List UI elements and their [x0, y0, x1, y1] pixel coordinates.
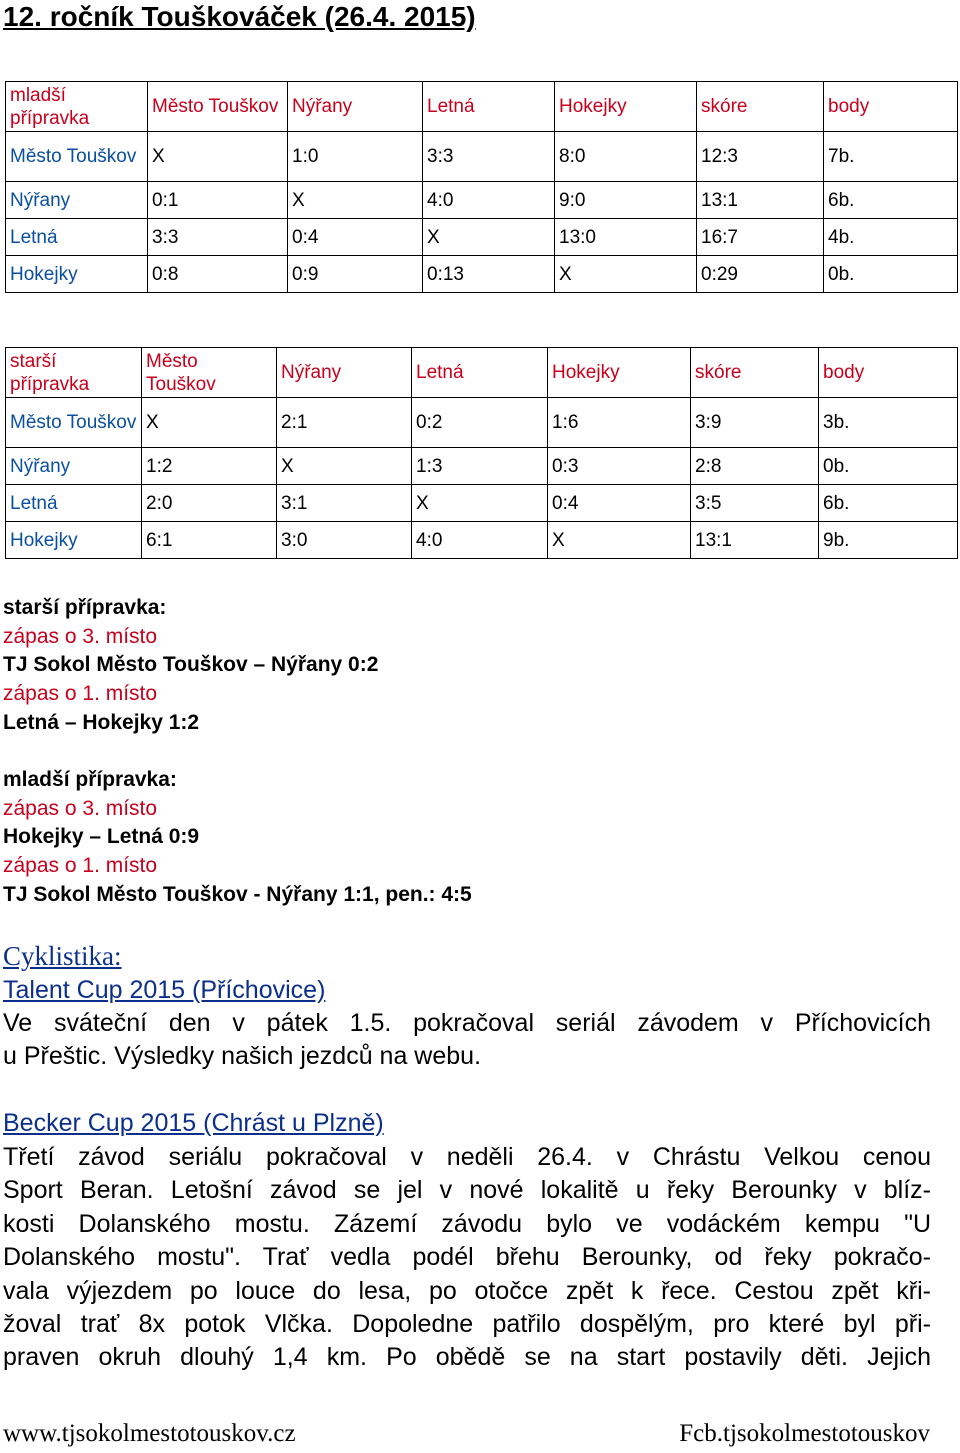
score-cell: X	[412, 485, 548, 522]
score-cell: 0:8	[148, 256, 288, 293]
cycling-section-title: Cyklistika:	[3, 941, 122, 971]
score-cell: 2:0	[142, 485, 277, 522]
footer-facebook[interactable]: Fcb.tjsokolmestotouskov	[679, 1420, 930, 1447]
finals-heading: mladší přípravka:	[3, 768, 177, 791]
score-cell: 13:0	[555, 219, 697, 256]
header-cell: Město Touškov	[148, 82, 288, 132]
becker-cup-title: Becker Cup 2015 (Chrást u Plzně)	[3, 1109, 384, 1137]
points-cell: 6b.	[824, 182, 958, 219]
score-cell: 0:13	[423, 256, 555, 293]
table-row	[6, 219, 958, 256]
team-cell: Hokejky	[6, 256, 148, 293]
score-cell: 0:4	[548, 485, 691, 522]
score-cell: 1:6	[548, 398, 691, 448]
team-cell: Nýřany	[6, 182, 148, 219]
text-line: vala výjezdem po louce do lesa, po otočce zpět k řece. Cestou zpět kři-	[3, 1276, 931, 1305]
header-cell: skóre	[691, 348, 819, 398]
match-result: Hokejky – Letná 0:9	[3, 825, 200, 849]
score-cell: 0:1	[148, 182, 288, 219]
team-cell: Letná	[6, 219, 148, 256]
header-cell: Hokejky	[548, 348, 691, 398]
score-cell: 13:1	[697, 182, 824, 219]
match-label: zápas o 3. místo	[3, 796, 158, 820]
score-cell: 1:0	[288, 132, 423, 182]
talent-cup-text	[3, 1007, 931, 1074]
score-cell: 2:1	[277, 398, 412, 448]
table-row	[6, 448, 958, 485]
table-row	[6, 485, 958, 522]
text-line: u Přeštic. Výsledky našich jezdců na webu.	[3, 1042, 482, 1071]
score-cell: 4:0	[423, 182, 555, 219]
table-row	[6, 398, 958, 448]
header-cell: Nýřany	[288, 82, 423, 132]
score-cell: 0:3	[548, 448, 691, 485]
score-cell: 4:0	[412, 522, 548, 559]
score-cell: 6:1	[142, 522, 277, 559]
table-row	[6, 256, 958, 293]
score-cell: 16:7	[697, 219, 824, 256]
score-cell: 0:4	[288, 219, 423, 256]
talent-cup-title: Talent Cup 2015 (Příchovice)	[3, 976, 326, 1004]
score-cell: 3:0	[277, 522, 412, 559]
score-cell: 3:3	[423, 132, 555, 182]
score-cell: 3:3	[148, 219, 288, 256]
older-finals	[3, 594, 378, 738]
points-cell: 4b.	[824, 219, 958, 256]
page-title: 12. ročník Touškováček (26.4. 2015)	[3, 1, 476, 32]
score-cell: X	[277, 448, 412, 485]
footer-website[interactable]: www.tjsokolmestotouskov.cz	[3, 1420, 296, 1447]
team-cell: Hokejky	[6, 522, 142, 559]
header-cell: starší přípravka	[6, 348, 142, 398]
match-result: TJ Sokol Město Touškov - Nýřany 1:1, pen.: 4:5	[3, 882, 472, 906]
younger-finals	[3, 766, 472, 910]
header-cell: skóre	[697, 82, 824, 132]
match-label: zápas o 3. místo	[3, 624, 158, 648]
table-header-row	[6, 348, 958, 398]
header-cell: body	[824, 82, 958, 132]
score-cell: X	[555, 256, 697, 293]
text-line: Ve sváteční den v pátek 1.5. pokračoval seriál závodem v Příchovicích	[3, 1009, 931, 1037]
table-row	[6, 182, 958, 219]
score-cell: 9:0	[555, 182, 697, 219]
score-cell: 3:5	[691, 485, 819, 522]
score-cell: X	[142, 398, 277, 448]
text-line: žoval trať 8x potok Vlčka. Dopoledne patřilo dospělým, pro které byl při-	[3, 1310, 931, 1339]
score-cell: 2:8	[691, 448, 819, 485]
score-cell: X	[423, 219, 555, 256]
score-cell: 0:29	[697, 256, 824, 293]
header-cell: Nýřany	[277, 348, 412, 398]
table-header-row	[6, 82, 958, 132]
match-result: Letná – Hokejky 1:2	[3, 710, 200, 734]
score-cell: X	[148, 132, 288, 182]
points-cell: 0b.	[819, 448, 958, 485]
score-cell: 12:3	[697, 132, 824, 182]
score-cell: X	[548, 522, 691, 559]
text-line: Třetí závod seriálu pokračoval v neděli 26.4. v Chrástu Velkou cenou	[3, 1143, 931, 1171]
points-cell: 9b.	[819, 522, 958, 559]
match-label: zápas o 1. místo	[3, 854, 158, 878]
text-line: Dolanského mostu". Trať vedla podél břehu Berounky, od řeky pokračo-	[3, 1243, 931, 1272]
score-cell: 3:1	[277, 485, 412, 522]
score-cell: 8:0	[555, 132, 697, 182]
score-cell: 3:9	[691, 398, 819, 448]
finals-heading: starší přípravka:	[3, 596, 167, 619]
team-cell: Nýřany	[6, 448, 142, 485]
points-cell: 3b.	[819, 398, 958, 448]
results-table-older	[5, 347, 958, 559]
text-line: praven okruh dlouhý 1,4 km. Po obědě se na start postavily děti. Jejich	[3, 1343, 931, 1372]
header-cell: mladší přípravka	[6, 82, 148, 132]
score-cell: 0:9	[288, 256, 423, 293]
text-line: Sport Beran. Letošní závod se jel v nové lokalitě u řeky Berounky v blíz-	[3, 1176, 931, 1205]
match-result: TJ Sokol Město Touškov – Nýřany 0:2	[3, 653, 379, 677]
points-cell: 7b.	[824, 132, 958, 182]
header-cell: Hokejky	[555, 82, 697, 132]
team-cell: Letná	[6, 485, 142, 522]
header-cell: Letná	[423, 82, 555, 132]
score-cell: 1:2	[142, 448, 277, 485]
score-cell: 0:2	[412, 398, 548, 448]
points-cell: 6b.	[819, 485, 958, 522]
score-cell: X	[288, 182, 423, 219]
text-line: kosti Dolanského mostu. Zázemí závodu bylo ve vodáckém kempu "U	[3, 1209, 931, 1238]
score-cell: 1:3	[412, 448, 548, 485]
header-cell: Letná	[412, 348, 548, 398]
team-cell: Město Touškov	[6, 132, 148, 182]
becker-cup-text	[3, 1141, 931, 1375]
points-cell: 0b.	[824, 256, 958, 293]
table-row	[6, 132, 958, 182]
header-cell: body	[819, 348, 958, 398]
results-table-younger	[5, 81, 958, 293]
score-cell: 13:1	[691, 522, 819, 559]
team-cell: Město Touškov	[6, 398, 142, 448]
table-row	[6, 522, 958, 559]
match-label: zápas o 1. místo	[3, 682, 158, 706]
header-cell: Město Touškov	[142, 348, 277, 398]
